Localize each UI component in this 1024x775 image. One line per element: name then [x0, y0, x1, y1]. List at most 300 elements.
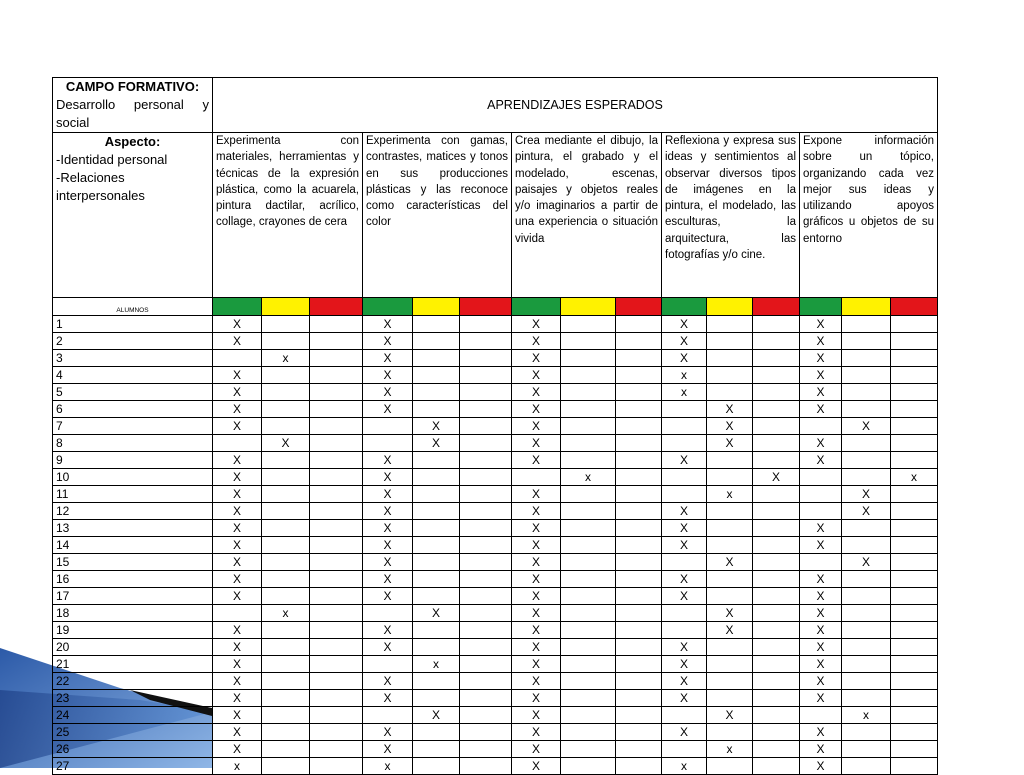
mark-cell: X	[800, 605, 842, 622]
mark-cell: X	[363, 503, 413, 520]
mark-cell	[662, 554, 707, 571]
mark-cell: X	[363, 469, 413, 486]
mark-cell	[413, 316, 460, 333]
mark-cell	[262, 520, 310, 537]
mark-cell	[707, 588, 753, 605]
mark-cell: X	[753, 469, 800, 486]
mark-cell	[310, 435, 363, 452]
mark-cell	[707, 384, 753, 401]
mark-cell	[460, 333, 512, 350]
mark-cell	[413, 452, 460, 469]
mark-cell	[707, 452, 753, 469]
mark-cell	[262, 656, 310, 673]
table-row	[53, 588, 938, 605]
mark-cell	[561, 452, 616, 469]
mark-cell: X	[213, 333, 262, 350]
mark-cell	[310, 605, 363, 622]
mark-cell: X	[363, 741, 413, 758]
mark-cell	[800, 503, 842, 520]
mark-cell	[842, 622, 891, 639]
student-number: 5	[53, 384, 213, 401]
mark-cell	[891, 673, 938, 690]
mark-cell	[363, 707, 413, 724]
mark-cell: X	[213, 707, 262, 724]
mark-cell	[561, 656, 616, 673]
student-number: 25	[53, 724, 213, 741]
mark-cell: X	[800, 724, 842, 741]
student-number: 26	[53, 741, 213, 758]
mark-cell	[561, 673, 616, 690]
mark-cell: x	[707, 741, 753, 758]
mark-cell	[262, 639, 310, 656]
mark-cell	[561, 503, 616, 520]
mark-cell	[753, 707, 800, 724]
mark-cell	[460, 486, 512, 503]
mark-cell	[561, 435, 616, 452]
mark-cell	[262, 452, 310, 469]
mark-cell	[460, 605, 512, 622]
mark-cell	[262, 486, 310, 503]
mark-cell: X	[363, 537, 413, 554]
mark-cell	[363, 605, 413, 622]
mark-cell	[616, 401, 662, 418]
mark-cell	[616, 690, 662, 707]
mark-cell	[460, 571, 512, 588]
mark-cell	[753, 554, 800, 571]
table-row	[53, 537, 938, 554]
mark-cell	[662, 469, 707, 486]
mark-cell	[310, 520, 363, 537]
mark-cell: X	[512, 537, 561, 554]
mark-cell: X	[800, 350, 842, 367]
mark-cell	[842, 588, 891, 605]
mark-cell	[616, 571, 662, 588]
mark-cell: X	[800, 690, 842, 707]
mark-cell	[616, 333, 662, 350]
mark-cell	[460, 622, 512, 639]
mark-cell: X	[512, 758, 561, 775]
student-number: 11	[53, 486, 213, 503]
mark-cell	[707, 503, 753, 520]
mark-cell	[707, 333, 753, 350]
mark-cell	[262, 367, 310, 384]
mark-cell	[891, 571, 938, 588]
table-row	[53, 452, 938, 469]
mark-cell	[616, 418, 662, 435]
mark-cell: X	[213, 418, 262, 435]
aspecto-item: -Identidad personal	[56, 152, 168, 167]
mark-cell: X	[842, 486, 891, 503]
mark-cell	[460, 384, 512, 401]
swatch-green	[662, 298, 707, 316]
alumnos-label: ALUMNOS	[53, 298, 213, 316]
mark-cell: X	[800, 384, 842, 401]
table-row	[53, 605, 938, 622]
mark-cell	[891, 537, 938, 554]
table-row	[53, 622, 938, 639]
mark-cell: X	[800, 571, 842, 588]
mark-cell	[707, 367, 753, 384]
mark-cell	[842, 469, 891, 486]
mark-cell: X	[512, 350, 561, 367]
mark-cell	[310, 690, 363, 707]
swatch-red	[753, 298, 800, 316]
mark-cell	[363, 435, 413, 452]
mark-cell	[891, 656, 938, 673]
aspecto-label: Aspecto:	[104, 134, 161, 149]
mark-cell: X	[842, 554, 891, 571]
mark-cell: X	[512, 741, 561, 758]
mark-cell: X	[662, 537, 707, 554]
mark-cell: X	[512, 452, 561, 469]
mark-cell	[753, 571, 800, 588]
mark-cell	[616, 741, 662, 758]
mark-cell	[891, 758, 938, 775]
mark-cell	[707, 316, 753, 333]
swatch-red	[891, 298, 938, 316]
student-number: 2	[53, 333, 213, 350]
mark-cell	[561, 571, 616, 588]
mark-cell	[707, 571, 753, 588]
mark-cell: X	[662, 571, 707, 588]
mark-cell	[413, 401, 460, 418]
mark-cell	[616, 758, 662, 775]
mark-cell	[460, 656, 512, 673]
mark-cell	[262, 401, 310, 418]
mark-cell	[842, 690, 891, 707]
mark-cell: X	[363, 316, 413, 333]
swatch-green	[363, 298, 413, 316]
mark-cell: X	[213, 639, 262, 656]
table-row	[53, 418, 938, 435]
mark-cell: X	[213, 503, 262, 520]
evaluation-table	[52, 77, 938, 775]
mark-cell	[310, 367, 363, 384]
mark-cell	[616, 724, 662, 741]
aprendizaje-1: Experimenta con materiales, herramientas y técnicas de la expresión plástica, como la acuarela, pintura dactilar, acrílico, collage, crayones de cera	[213, 133, 363, 298]
student-number: 8	[53, 435, 213, 452]
table-row	[53, 401, 938, 418]
mark-cell: X	[842, 503, 891, 520]
mark-cell	[753, 367, 800, 384]
mark-cell: X	[512, 418, 561, 435]
mark-cell	[460, 724, 512, 741]
mark-cell: X	[363, 401, 413, 418]
mark-cell	[842, 656, 891, 673]
mark-cell	[262, 418, 310, 435]
mark-cell	[413, 469, 460, 486]
mark-cell: X	[662, 724, 707, 741]
table-row	[53, 758, 938, 775]
mark-cell: X	[842, 418, 891, 435]
mark-cell: X	[512, 503, 561, 520]
mark-cell: X	[213, 690, 262, 707]
mark-cell: X	[363, 673, 413, 690]
mark-cell	[842, 673, 891, 690]
mark-cell	[616, 452, 662, 469]
table-row	[53, 571, 938, 588]
mark-cell	[460, 452, 512, 469]
mark-cell: X	[707, 554, 753, 571]
mark-cell	[561, 588, 616, 605]
mark-cell: X	[707, 401, 753, 418]
mark-cell: x	[413, 656, 460, 673]
mark-cell: X	[213, 656, 262, 673]
mark-cell	[460, 350, 512, 367]
mark-cell: X	[213, 469, 262, 486]
mark-cell: X	[707, 622, 753, 639]
mark-cell: X	[662, 690, 707, 707]
mark-cell	[460, 690, 512, 707]
mark-cell	[561, 707, 616, 724]
mark-cell	[616, 605, 662, 622]
campo-value: Desarrollo personal y social	[56, 97, 209, 130]
mark-cell	[561, 622, 616, 639]
table-row	[53, 639, 938, 656]
mark-cell	[413, 333, 460, 350]
mark-cell: X	[363, 690, 413, 707]
student-number: 4	[53, 367, 213, 384]
table-row	[53, 707, 938, 724]
mark-cell: X	[800, 316, 842, 333]
mark-cell	[753, 520, 800, 537]
mark-cell	[616, 316, 662, 333]
mark-cell: X	[800, 401, 842, 418]
mark-cell	[891, 639, 938, 656]
mark-cell	[363, 656, 413, 673]
mark-cell: X	[800, 741, 842, 758]
mark-cell	[413, 588, 460, 605]
student-number: 18	[53, 605, 213, 622]
table-row	[53, 350, 938, 367]
mark-cell: X	[662, 639, 707, 656]
mark-cell	[262, 622, 310, 639]
mark-cell: x	[262, 605, 310, 622]
student-number: 16	[53, 571, 213, 588]
swatch-yellow	[262, 298, 310, 316]
mark-cell	[753, 350, 800, 367]
table-row	[53, 503, 938, 520]
mark-cell	[460, 418, 512, 435]
mark-cell	[262, 554, 310, 571]
swatch-green	[800, 298, 842, 316]
mark-cell	[310, 316, 363, 333]
mark-cell: X	[800, 435, 842, 452]
mark-cell	[842, 605, 891, 622]
aprendizajes-title: APRENDIZAJES ESPERADOS	[213, 78, 938, 133]
mark-cell	[310, 469, 363, 486]
mark-cell	[413, 639, 460, 656]
mark-cell	[707, 520, 753, 537]
mark-cell	[460, 367, 512, 384]
mark-cell	[800, 486, 842, 503]
mark-cell	[753, 503, 800, 520]
swatch-green	[512, 298, 561, 316]
mark-cell: X	[512, 554, 561, 571]
mark-cell: x	[561, 469, 616, 486]
mark-cell	[262, 571, 310, 588]
mark-cell	[310, 384, 363, 401]
mark-cell: X	[512, 707, 561, 724]
mark-cell: X	[800, 537, 842, 554]
mark-cell	[753, 452, 800, 469]
mark-cell	[842, 741, 891, 758]
mark-cell	[616, 367, 662, 384]
swatch-yellow	[413, 298, 460, 316]
table-row	[53, 673, 938, 690]
student-number: 13	[53, 520, 213, 537]
mark-cell: X	[800, 452, 842, 469]
mark-cell	[891, 724, 938, 741]
mark-cell: X	[707, 707, 753, 724]
mark-cell	[891, 367, 938, 384]
mark-cell: X	[512, 384, 561, 401]
mark-cell	[413, 758, 460, 775]
mark-cell: X	[213, 486, 262, 503]
mark-cell	[460, 554, 512, 571]
mark-cell	[891, 605, 938, 622]
mark-cell	[753, 639, 800, 656]
mark-cell	[616, 435, 662, 452]
mark-cell	[460, 758, 512, 775]
mark-cell	[561, 758, 616, 775]
mark-cell	[561, 741, 616, 758]
mark-cell	[262, 384, 310, 401]
mark-cell: X	[363, 486, 413, 503]
mark-cell	[512, 469, 561, 486]
mark-cell	[616, 707, 662, 724]
mark-cell: X	[800, 656, 842, 673]
mark-cell: X	[213, 452, 262, 469]
mark-cell	[262, 588, 310, 605]
campo-label: CAMPO FORMATIVO:	[65, 79, 200, 94]
mark-cell: X	[800, 520, 842, 537]
mark-cell	[413, 350, 460, 367]
mark-cell	[616, 503, 662, 520]
mark-cell	[753, 418, 800, 435]
mark-cell	[460, 537, 512, 554]
mark-cell	[891, 452, 938, 469]
mark-cell	[616, 588, 662, 605]
mark-cell	[707, 724, 753, 741]
mark-cell	[310, 758, 363, 775]
mark-cell: X	[363, 554, 413, 571]
table-row	[53, 486, 938, 503]
campo-formativo-cell	[53, 78, 213, 133]
mark-cell	[363, 418, 413, 435]
mark-cell	[460, 503, 512, 520]
mark-cell	[707, 639, 753, 656]
mark-cell: X	[213, 367, 262, 384]
mark-cell	[310, 571, 363, 588]
mark-cell	[262, 707, 310, 724]
table-row	[53, 333, 938, 350]
mark-cell: X	[213, 401, 262, 418]
mark-cell	[753, 690, 800, 707]
mark-cell	[800, 469, 842, 486]
mark-cell	[310, 503, 363, 520]
mark-cell: X	[707, 418, 753, 435]
mark-cell: X	[512, 656, 561, 673]
mark-cell	[842, 537, 891, 554]
mark-cell	[561, 724, 616, 741]
mark-cell: X	[662, 503, 707, 520]
mark-cell: X	[363, 350, 413, 367]
mark-cell: X	[213, 384, 262, 401]
swatch-yellow	[561, 298, 616, 316]
mark-cell	[891, 384, 938, 401]
table-row	[53, 469, 938, 486]
mark-cell	[413, 520, 460, 537]
mark-cell: X	[512, 571, 561, 588]
mark-cell	[413, 384, 460, 401]
mark-cell: x	[262, 350, 310, 367]
mark-cell: X	[800, 367, 842, 384]
swatch-red	[616, 298, 662, 316]
mark-cell	[842, 758, 891, 775]
mark-cell	[891, 520, 938, 537]
mark-cell	[413, 690, 460, 707]
mark-cell	[662, 418, 707, 435]
mark-cell	[262, 724, 310, 741]
mark-cell: X	[800, 588, 842, 605]
mark-cell	[310, 486, 363, 503]
table-row	[53, 384, 938, 401]
mark-cell	[413, 503, 460, 520]
mark-cell	[753, 724, 800, 741]
mark-cell	[891, 401, 938, 418]
mark-cell: X	[213, 554, 262, 571]
mark-cell	[460, 435, 512, 452]
mark-cell: X	[213, 588, 262, 605]
mark-cell: x	[662, 367, 707, 384]
mark-cell	[891, 486, 938, 503]
mark-cell	[662, 435, 707, 452]
mark-cell	[753, 537, 800, 554]
table-row	[53, 435, 938, 452]
mark-cell	[262, 673, 310, 690]
mark-cell: X	[213, 316, 262, 333]
student-number: 15	[53, 554, 213, 571]
mark-cell	[561, 554, 616, 571]
mark-cell: X	[662, 350, 707, 367]
student-number: 27	[53, 758, 213, 775]
mark-cell	[413, 554, 460, 571]
mark-cell	[310, 673, 363, 690]
mark-cell	[753, 316, 800, 333]
mark-cell	[753, 758, 800, 775]
table-row	[53, 724, 938, 741]
mark-cell	[213, 350, 262, 367]
mark-cell	[310, 622, 363, 639]
aprendizaje-4: Reflexiona y expresa sus ideas y sentimientos al observar diversos tipos de imágenes en la pintura, el modelado, las esculturas, la arquitectura, las fotografías y/o cine.	[662, 133, 800, 298]
mark-cell	[262, 690, 310, 707]
mark-cell: X	[662, 656, 707, 673]
mark-cell	[842, 452, 891, 469]
mark-cell: X	[363, 520, 413, 537]
mark-cell	[891, 350, 938, 367]
mark-cell	[310, 418, 363, 435]
mark-cell	[842, 520, 891, 537]
mark-cell	[561, 333, 616, 350]
mark-cell	[707, 758, 753, 775]
mark-cell	[460, 520, 512, 537]
aprendizaje-3: Crea mediante el dibujo, la pintura, el grabado y el modelado, escenas, paisajes y objetos reales y/o imaginarios a partir de una experiencia o situación vivida	[512, 133, 662, 298]
mark-cell	[891, 622, 938, 639]
student-number: 22	[53, 673, 213, 690]
mark-cell: X	[213, 724, 262, 741]
mark-cell	[842, 316, 891, 333]
